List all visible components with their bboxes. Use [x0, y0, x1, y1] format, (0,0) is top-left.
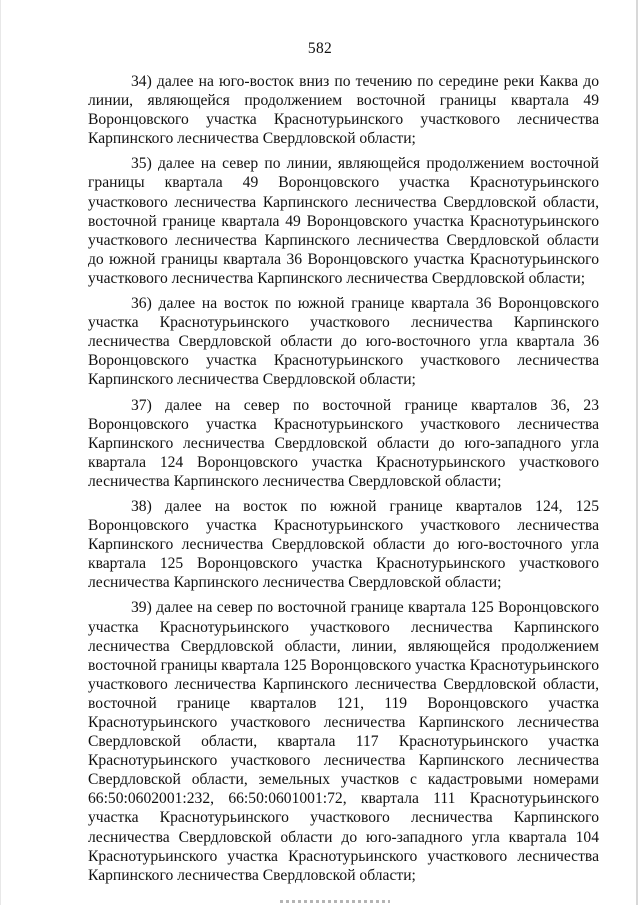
paragraph-38: 38) далее на восток по южной границе кварталов 124, 125 Воронцовского участка Краснотурьинского участкового лесничества Карпинского лесничества Свердловской области до юго-восточного угла квартала 125 Воронцовского участка Краснотурьинского участкового лесничества Карпинского лесничества Свердловской области;: [88, 497, 599, 592]
scan-artifact: [280, 900, 390, 903]
document-body: [88, 72, 599, 891]
paragraph-34: 34) далее на юго-восток вниз по течению по середине реки Каква до линии, являющейся продолжением восточной границы квартала 49 Воронцовского участка Краснотурьинского участкового лесничества Карпинского лесничества Свердловской области;: [88, 73, 599, 148]
paragraph-37: 37) далее на север по восточной границе кварталов 36, 23 Воронцовского участка Краснотурьинского участкового лесничества Карпинского лесничества Свердловской области до юго-западного угла квартала 124 Воронцовского участка Краснотурьинского участкового лесничества Карпинского лесничества Свердловской области;: [88, 396, 599, 490]
page-left-edge: [0, 0, 1, 905]
paragraph-39: 39) далее на север по восточной границе квартала 125 Воронцовского участка Краснотурьинского участкового лесничества Карпинского лесничества Свердловской области, линии, являющейся продолжением восточной границы квартала 125 Воронцовского участка Краснотурьинского участкового лесничества Карпинского лесничества Свердловской области, восточной границе кварталов 121, 119 Воронцовского участка Краснотурьинского участкового лесничества Карпинского лесничества Свердловской области, квартала 117 Краснотурьинского участка Краснотурьинского участкового лесничества Карпинского лесничества Свердловской области, земельных участков с кадастровыми номерами 66:50:0602001:232, 66:50:0601001:72, квартала 111 Краснотурьинского участка Краснотурьинского участкового лесничества Карпинского лесничества Свердловской области до юго-западного угла квартала 104 Краснотурьинского участка Краснотурьинского участкового лесничества Карпинского лесничества Свердловской области;: [88, 599, 599, 884]
page-number: 582: [307, 40, 333, 57]
paragraph-36: 36) далее на восток по южной границе квартала 36 Воронцовского участка Краснотурьинского участкового лесничества Карпинского лесничества Свердловской области до юго-восточного угла квартала 36 Воронцовского участка Краснотурьинского участкового лесничества Карпинского лесничества Свердловской области;: [88, 295, 599, 389]
page-right-edge: [636, 0, 638, 905]
paragraph-35: 35) далее на север по линии, являющейся продолжением восточной границы квартала 49 Воронцовского участка Краснотурьинского участкового лесничества Карпинского лесничества Свердловской области, восточной границе квартала 49 Воронцовского участка Краснотурьинского участкового лесничества Карпинского лесничества Свердловской области до южной границы квартала 36 Воронцовского участка Краснотурьинского участкового лесничества Карпинского лесничества Свердловской области;: [88, 155, 599, 287]
